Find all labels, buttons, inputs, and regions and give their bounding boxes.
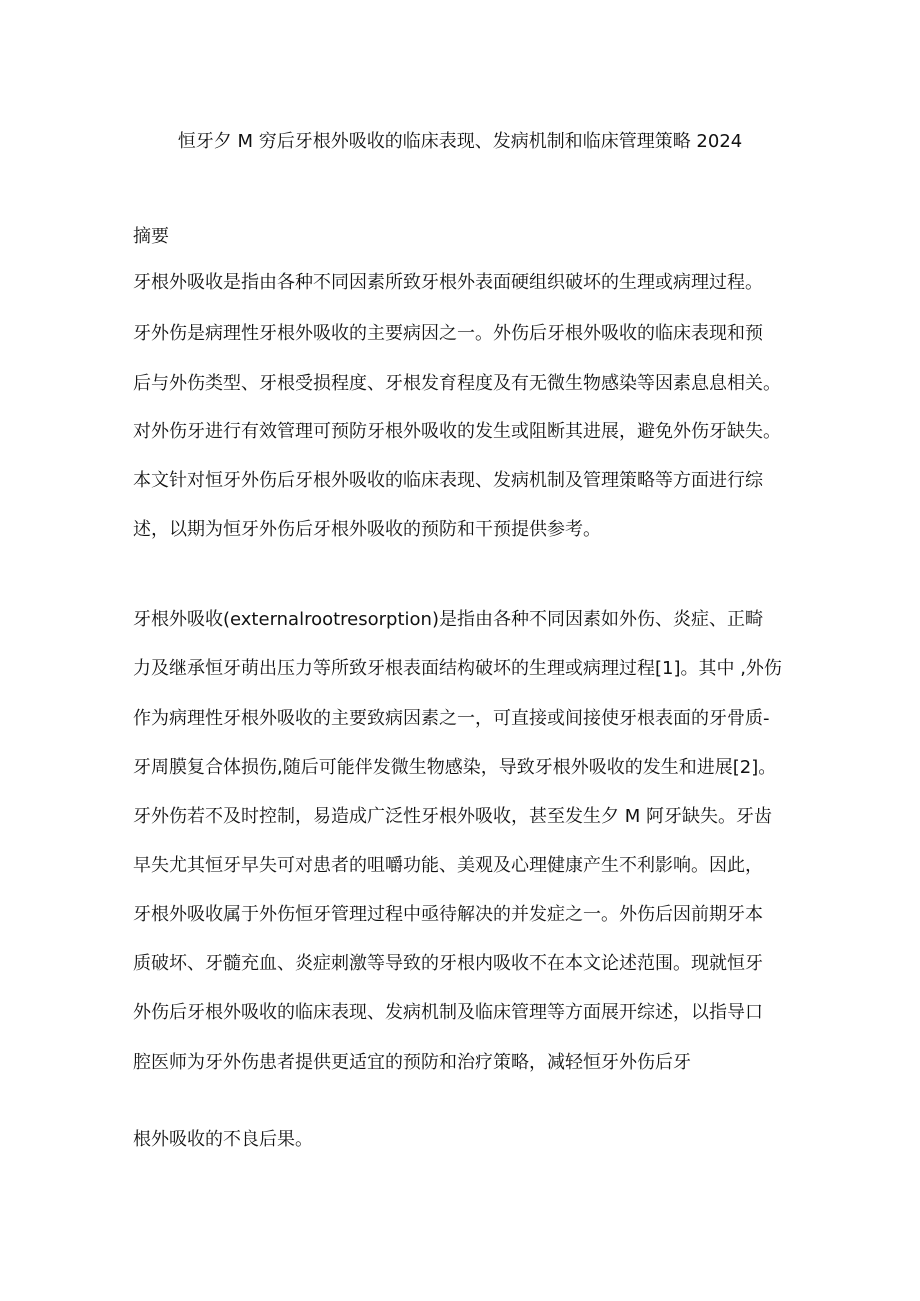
body-line: 外伤后牙根外吸收的临床表现、发病机制及临床管理等方面展开综述，以指导口 [133,1002,763,1023]
body-line: 作为病理性牙根外吸收的主要致病因素之一，可直接或间接使牙根表面的牙骨质- [133,708,770,729]
body-line: 力及继承恒牙萌出压力等所致牙根表面结构破坏的生理或病理过程[1]。其中 ,外伤 [133,658,782,679]
abstract-line: 本文针对恒牙外伤后牙根外吸收的临床表现、发病机制及管理策略等方面进行综 [133,470,763,491]
abstract-heading: 摘要 [133,226,169,247]
abstract-line: 后与外伤类型、牙根受损程度、牙根发育程度及有无微生物感染等因素息息相关。 [133,373,781,394]
body-line: 早失尤其恒牙早失可对患者的咀嚼功能、美观及心理健康产生不利影响。因此， [133,855,763,876]
abstract-line: 牙根外吸收是指由各种不同因素所致牙根外表面硬组织破坏的生理或病理过程。 [133,272,763,293]
body-line: 质破坏、牙髓充血、炎症刺激等导致的牙根内吸收不在本文论述范围。现就恒牙 [133,953,763,974]
body-line: 牙周膜复合体损伤,随后可能伴发微生物感染，导致牙根外吸收的发生和进展[2]。 [133,757,777,778]
body-line: 牙外伤若不及时控制，易造成广泛性牙根外吸收，甚至发生夕 M 阿牙缺失。牙齿 [133,806,772,827]
abstract-line: 对外伤牙进行有效管理可预防牙根外吸收的发生或阻断其进展，避免外伤牙缺失。 [133,421,781,442]
body-line: 牙根外吸收属于外伤恒牙管理过程中亟待解决的并发症之一。外伤后因前期牙本 [133,904,763,925]
document-title: 恒牙夕 M 穷后牙根外吸收的临床表现、发病机制和临床管理策略 2024 [177,131,743,152]
abstract-line: 牙外伤是病理性牙根外吸收的主要病因之一。外伤后牙根外吸收的临床表现和预 [133,323,763,344]
body-tail-line: 根外吸收的不良后果。 [133,1129,313,1150]
body-line: 腔医师为牙外伤患者提供更适宜的预防和治疗策略，减轻恒牙外伤后牙 [133,1052,691,1073]
body-line: 牙根外吸收(externalrootresorption)是指由各种不同因素如外伤、炎症、正畸 [133,609,763,630]
abstract-line: 述，以期为恒牙外伤后牙根外吸收的预防和干预提供参考。 [133,519,601,540]
